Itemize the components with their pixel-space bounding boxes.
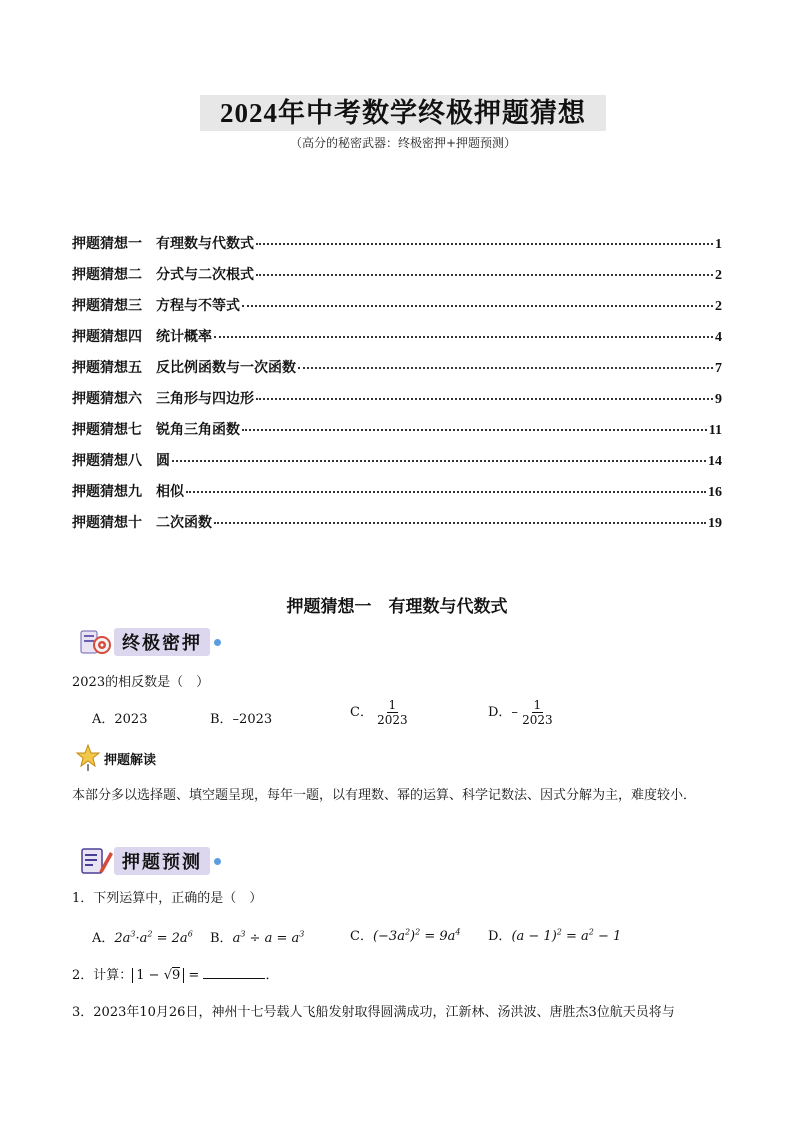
toc-label: 押题猜想六 <box>72 391 142 407</box>
toc-page: 7 <box>715 361 722 376</box>
toc-label: 押题猜想一 <box>72 236 142 252</box>
toc-label: 押题猜想三 <box>72 298 142 314</box>
star-icon <box>76 744 100 772</box>
toc-leader <box>214 336 713 338</box>
page-title: 2024年中考数学终极押题猜想 <box>200 95 606 131</box>
q0-option-c-prefix: C． <box>350 705 373 720</box>
option-letter: B． <box>210 931 233 946</box>
toc-entry[interactable] <box>72 450 722 481</box>
toc-leader <box>256 243 713 245</box>
toc-page: 9 <box>715 392 722 407</box>
option-letter: A． <box>92 931 115 946</box>
q0-option-d-prefix: D．– <box>488 705 518 720</box>
toc-entry[interactable] <box>72 233 722 264</box>
question-2: 2．计算： 1 − √9 = ． <box>72 968 279 983</box>
toc-leader <box>256 398 713 400</box>
toc-leader <box>172 460 706 462</box>
table-of-contents <box>72 233 722 543</box>
q1-option-b: B．$a^3 \div a = a^3$ <box>210 929 305 946</box>
toc-name: 圆 <box>156 453 170 469</box>
toc-name: 二次函数 <box>156 515 212 531</box>
question-3: 3．2023年10月26日，神州十七号载人飞船发射取得圆满成功，江新林、汤洪波、唐胜杰3位航天员将与 <box>72 1005 675 1020</box>
option-letter: C． <box>350 929 373 944</box>
toc-name: 相似 <box>156 484 184 500</box>
toc-label: 押题猜想五 <box>72 360 142 376</box>
q1-option-d: D．$(a - 1)^2 = a^2 - 1$ <box>488 927 622 944</box>
answer-blank[interactable] <box>203 966 265 979</box>
target-icon <box>80 628 114 656</box>
toc-leader <box>242 305 713 307</box>
toc-label: 押题猜想四 <box>72 329 142 345</box>
notebook-icon <box>80 846 114 876</box>
predict-banner <box>80 846 221 876</box>
toc-entry[interactable] <box>72 388 722 419</box>
toc-name: 方程与不等式 <box>156 298 240 314</box>
toc-page: 19 <box>708 516 722 531</box>
toc-label: 押题猜想十 <box>72 515 142 531</box>
toc-entry[interactable] <box>72 295 722 326</box>
fraction-denominator: 2023 <box>377 713 408 727</box>
toc-name: 统计概率 <box>156 329 212 345</box>
toc-name: 锐角三角函数 <box>156 422 240 438</box>
predict-banner-label: 押题预测 <box>114 847 210 875</box>
toc-entry[interactable] <box>72 512 722 543</box>
interpret-text: 本部分多以选择题、填空题呈现，每年一题，以有理数、幂的运算、科学记数法、因式分解为主，难度较小． <box>72 788 697 803</box>
q0-option-a: A．2023 <box>92 712 148 727</box>
banner-dot-icon <box>214 858 221 865</box>
toc-entry[interactable] <box>72 419 722 450</box>
toc-label: 押题猜想九 <box>72 484 142 500</box>
toc-page: 11 <box>708 423 722 438</box>
toc-label: 押题猜想八 <box>72 453 142 469</box>
banner-dot-icon <box>214 639 221 646</box>
toc-name: 分式与二次根式 <box>156 267 254 283</box>
fraction-numerator: 1 <box>388 698 397 712</box>
q0-option-b: B．–2023 <box>210 712 273 727</box>
toc-name: 反比例函数与一次函数 <box>156 360 296 376</box>
option-letter: D． <box>488 929 512 944</box>
question-2-prefix: 2．计算： <box>72 968 133 983</box>
interpret-title: 押题解读 <box>104 752 157 768</box>
question-1: 1．下列运算中，正确的是（ ） <box>72 891 263 906</box>
q1-option-a: A．$2a^3\cdot a^2 = 2a^6$ <box>92 929 193 946</box>
toc-leader <box>242 429 707 431</box>
toc-page: 16 <box>708 485 722 500</box>
toc-entry[interactable] <box>72 326 722 357</box>
toc-page: 1 <box>715 237 722 252</box>
toc-entry[interactable] <box>72 481 722 512</box>
question-0: 2023的相反数是（ ） <box>72 675 210 690</box>
fraction-numerator: 1 <box>533 698 542 712</box>
toc-name: 有理数与代数式 <box>156 236 254 252</box>
secret-banner <box>80 628 221 656</box>
toc-page: 14 <box>708 454 722 469</box>
fraction <box>522 698 553 727</box>
q0-option-d <box>488 698 553 727</box>
toc-page: 4 <box>715 330 722 345</box>
question-2-suffix: ． <box>265 968 279 983</box>
interpret-header <box>76 744 156 772</box>
toc-label: 押题猜想二 <box>72 267 142 283</box>
toc-name: 三角形与四边形 <box>156 391 254 407</box>
toc-label: 押题猜想七 <box>72 422 142 438</box>
fraction-denominator: 2023 <box>522 713 553 727</box>
toc-leader <box>298 367 713 369</box>
toc-page: 2 <box>715 299 722 314</box>
q0-option-c <box>350 698 408 727</box>
toc-leader <box>214 522 706 524</box>
section-heading: 押题猜想一 有理数与代数式 <box>286 597 508 617</box>
toc-page: 2 <box>715 268 722 283</box>
toc-entry[interactable] <box>72 264 722 295</box>
q1-option-c: C．$(-3a^2)^2 = 9a^4$ <box>350 927 461 944</box>
secret-banner-label: 终极密押 <box>114 628 210 656</box>
toc-entry[interactable] <box>72 357 722 388</box>
toc-leader <box>256 274 713 276</box>
toc-leader <box>186 491 706 493</box>
fraction <box>377 698 408 727</box>
page-subtitle: （高分的秘密武器：终极密押+押题预测） <box>289 136 517 150</box>
